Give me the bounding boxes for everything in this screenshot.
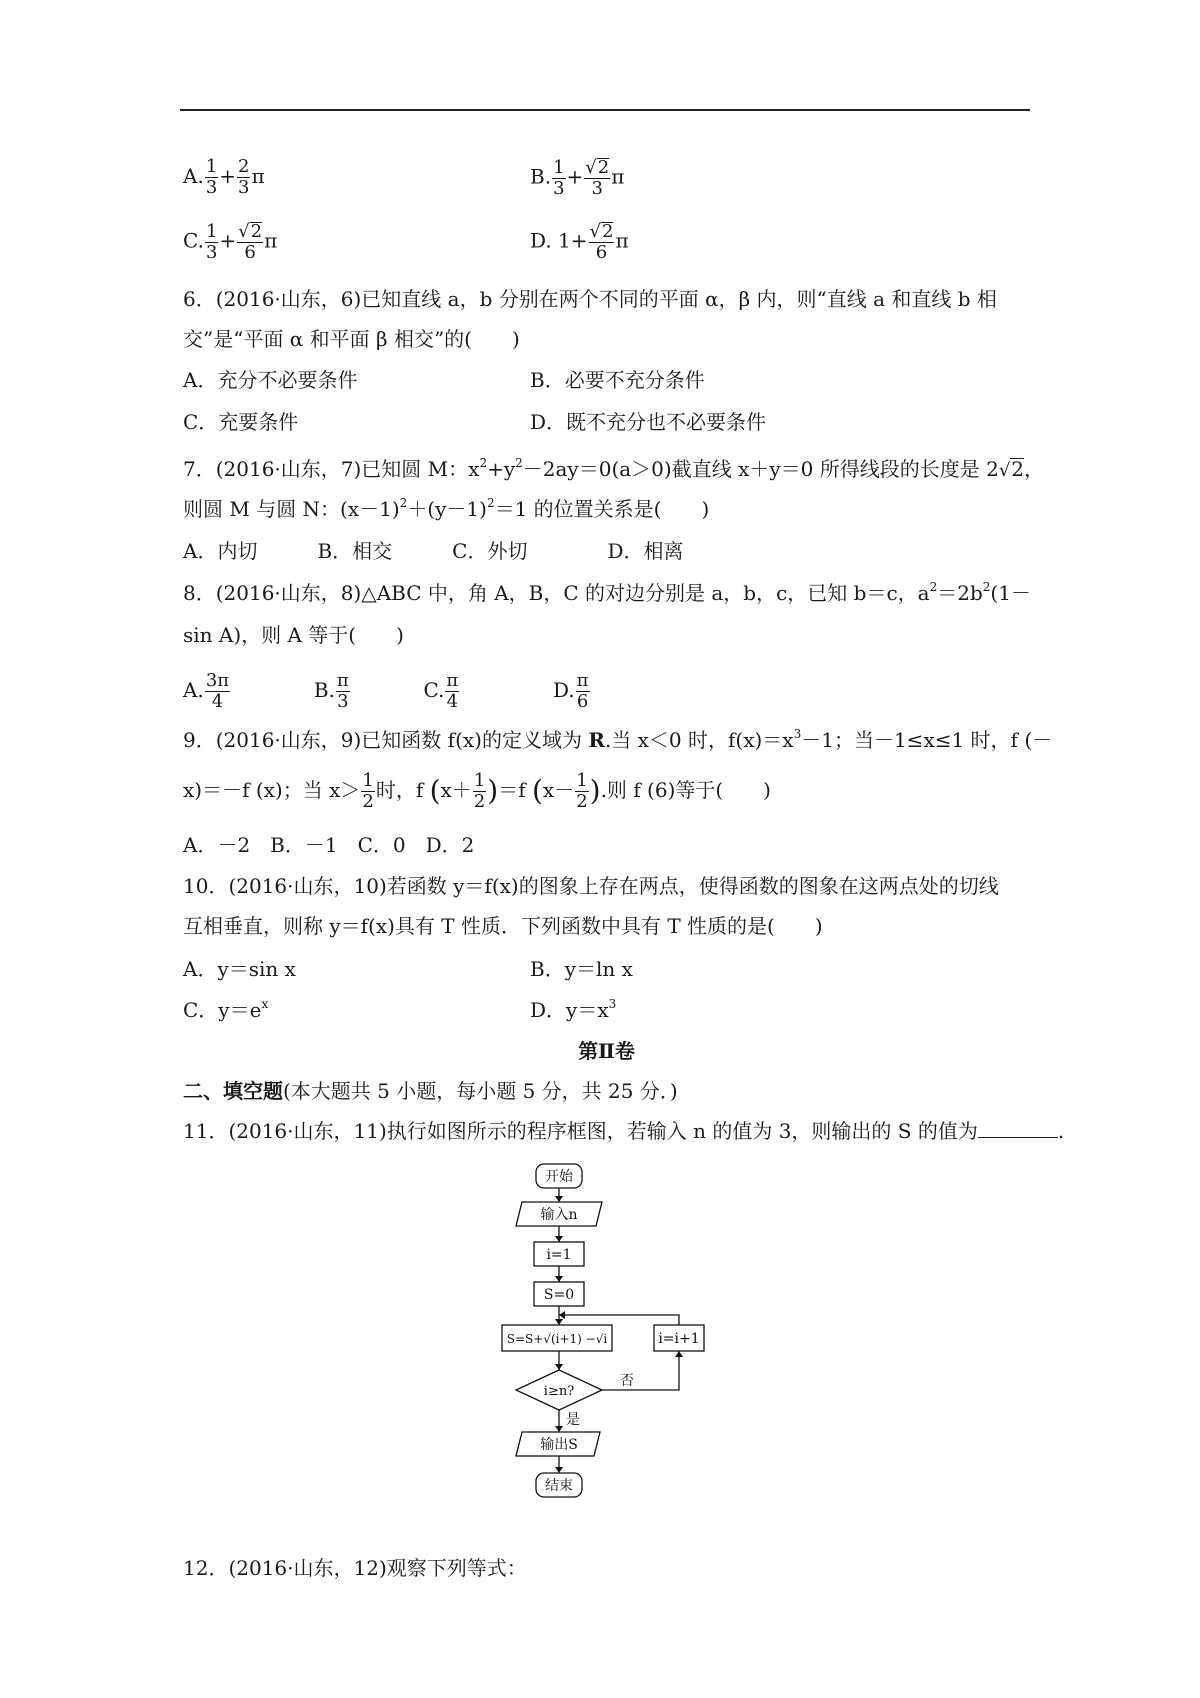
program-flowchart (460, 1160, 720, 1505)
q7-line1: 7．(2016·山东，7)已知圆 M：$x^2+y^2-2ay=0(a>0)$截直线 x＋y＝0 所得线段的长度是 2√2， (183, 456, 1045, 481)
q5-option-c: C. $\frac{1}{3}$ + $\frac{√2}{6}$ π (183, 220, 278, 263)
q10-line1: 10．(2016·山东，10)若函数 y＝f(x)的图象上存在两点，使得函数的图象在这两点处的切线 (183, 874, 999, 898)
q6-option-b: B．必要不充分条件 (530, 368, 705, 392)
flow-output-label: 输出S (540, 1437, 578, 1453)
q11-line: 11．(2016·山东，11)执行如图所示的程序框图，若输入 n 的值为 3，则输出的 S 的值为 . (183, 1119, 1065, 1143)
q10-option-c: C．$y=e^x$ (183, 997, 269, 1022)
q10-option-a: A．y＝sin x (183, 957, 296, 981)
q9-line2: x)＝－f (x)；当 x＞ $\frac{1}{2}$ 时，f (x＋ $\frac{1}{2}$ )＝f (x－ $\frac{1}{2}$ ).则 f (6)等于( ) (183, 770, 771, 812)
flow-start-label: 开始 (545, 1169, 573, 1185)
q8-line1: 8．(2016·山东，8)△ABC 中，角 A，B，C 的对边分别是 a，b，c，已知 b＝c，$a^2=2b^2(1-$ (183, 580, 1031, 605)
q6-option-a: A．充分不必要条件 (183, 368, 358, 392)
section-heading: 二、填空题(本大题共 5 小题，每小题 5 分，共 25 分．) (183, 1079, 678, 1103)
q10-option-b: B．y＝ln x (530, 957, 633, 981)
q6-line1: 6．(2016·山东，6)已知直线 a，b 分别在两个不同的平面 α，β 内，则“直线 a 和直线 b 相 (183, 287, 997, 311)
flow-no-label: 否 (620, 1373, 634, 1389)
section-title: 第Ⅱ卷 (578, 1039, 635, 1063)
q5-option-d: D. 1+ $\frac{√2}{6}$ π (530, 221, 629, 263)
q9-options: A．－2 B．－1 C．0 D．2 (183, 833, 475, 857)
flow-init-i-label: i=1 (546, 1247, 572, 1263)
q12-line: 12．(2016·山东，12)观察下列等式： (183, 1556, 527, 1580)
q7-options: A．内切 B．相交 C．外切 D．相离 (183, 539, 684, 563)
q5-option-a: A. $\frac{1}{3}$ + $\frac{2}{3}$ π (183, 156, 265, 198)
flow-condition-label: i≥n? (543, 1384, 575, 1399)
q5-option-b: B. $\frac{1}{3}$ + $\frac{√2}{3}$ π (530, 156, 625, 199)
q8-line2: sin A)，则 A 等于( ) (183, 623, 404, 647)
flow-update-i-label: i=i+1 (658, 1331, 700, 1347)
q10-line2: 互相垂直，则称 y＝f(x)具有 T 性质．下列函数中具有 T 性质的是( ) (183, 914, 823, 938)
header-rule (180, 109, 1030, 111)
flow-init-s-label: S=0 (543, 1287, 575, 1303)
q7-line2: 则圆 M 与圆 N：$(x-1)^2+(y-1)^2=1$ 的位置关系是( ) (183, 496, 710, 521)
flow-yes-label: 是 (566, 1412, 580, 1428)
q9-line1: 9．(2016·山东，9)已知函数 f(x)的定义域为 R.当 x＜0 时，$f(x)=x^3-1$；当－1≤x≤1 时，f (－ (183, 727, 1053, 752)
flow-update-s-label: S=S+√(i+1) −√i (506, 1332, 608, 1346)
answer-blank (978, 1119, 1058, 1138)
flow-input-label: 输入n (540, 1207, 578, 1223)
q6-line2: 交”是“平面 α 和平面 β 相交”的( ) (183, 327, 520, 351)
q6-option-d: D．既不充分也不必要条件 (530, 410, 767, 434)
q10-option-d: D．$y=x^3$ (530, 997, 617, 1022)
flow-end-label: 结束 (545, 1478, 573, 1494)
q8-options: A. $\frac{3\pi}{4}$ B. $\frac{\pi}{3}$ C. $\frac{\pi}{4}$ D. $\frac{\pi}{6}$ (183, 670, 589, 712)
q6-option-c: C．充要条件 (183, 410, 299, 434)
